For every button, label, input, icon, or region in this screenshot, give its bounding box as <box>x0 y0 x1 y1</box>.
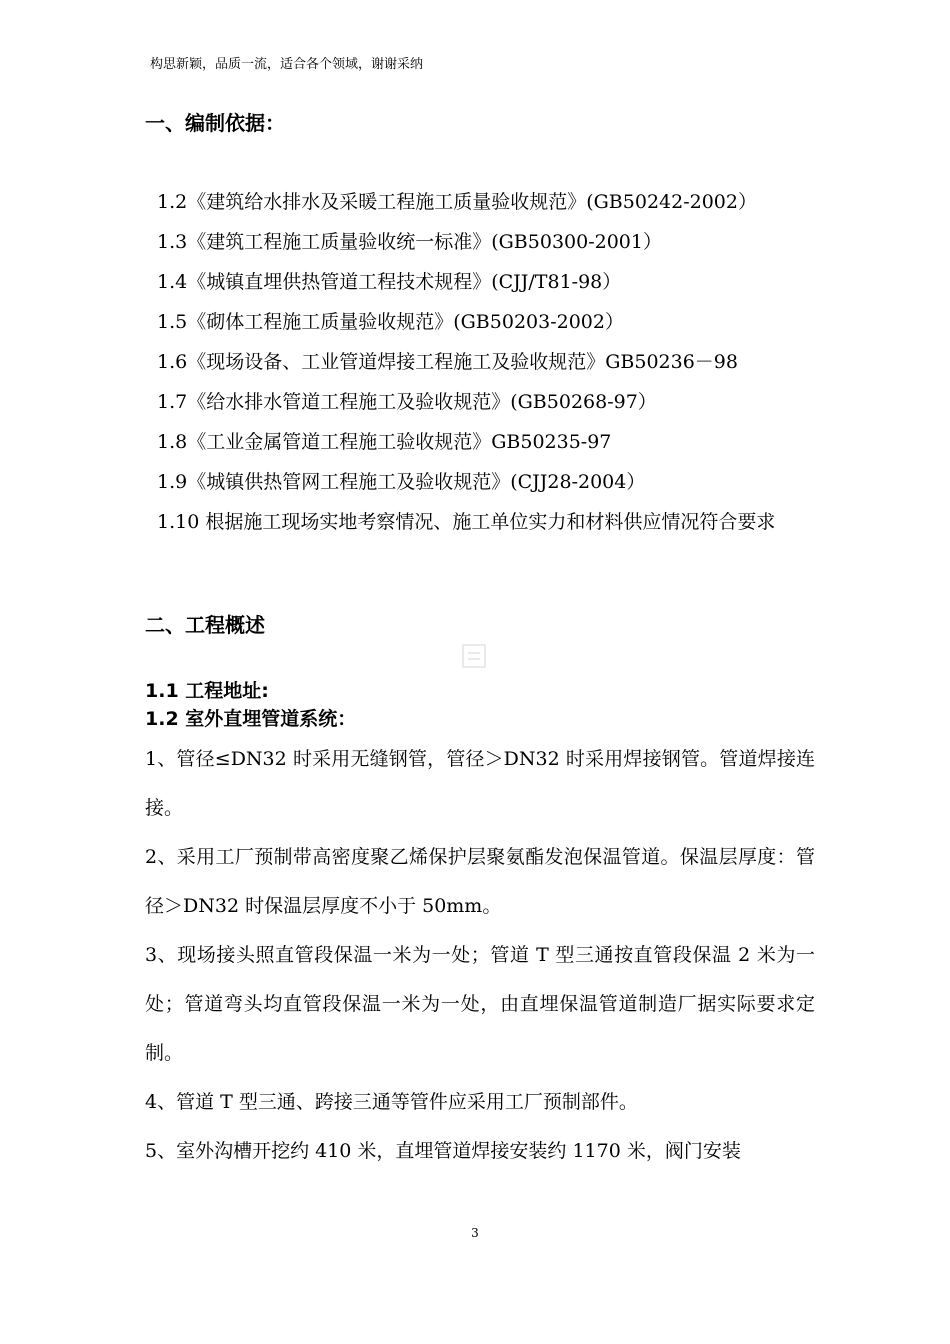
paragraph: 5、室外沟槽开挖约 410 米，直埋管道焊接安装约 1170 米，阀门安装 <box>145 1140 741 1162</box>
reference-item: 1.5《砌体工程施工质量验收规范》(GB50203-2002） <box>157 311 624 333</box>
reference-item: 1.3《建筑工程施工质量验收统一标准》(GB50300-2001） <box>157 231 662 253</box>
watermark-icon <box>460 642 488 670</box>
reference-item: 1.10 根据施工现场实地考察情况、施工单位实力和材料供应情况符合要求 <box>157 511 776 533</box>
sub-heading-piping-system: 1.2 室外直埋管道系统： <box>145 708 357 730</box>
paragraph: 1、管径≤DN32 时采用无缝钢管，管径＞DN32 时采用焊接钢管。管道焊接连接。 <box>145 748 815 819</box>
overview-paragraphs <box>145 735 815 1176</box>
paragraph: 3、现场接头照直管段保温一米为一处；管道 T 型三通按直管段保温 2 米为一处；管道弯头均直管段保温一米为一处，由直埋保温管道制造厂据实际要求定制。 <box>145 944 815 1064</box>
reference-list <box>157 182 827 542</box>
section-heading-basis: 一、编制依据： <box>145 111 285 135</box>
page-header: 构思新颖，品质一流，适合各个领域，谢谢采纳 <box>150 57 424 72</box>
sub-heading-address: 1.1 工程地址: <box>145 680 269 702</box>
page-number: 3 <box>471 1226 479 1240</box>
reference-item: 1.7《给水排水管道工程施工及验收规范》(GB50268-97） <box>157 391 657 413</box>
reference-item: 1.6《现场设备、工业管道焊接工程施工及验收规范》GB50236－98 <box>157 351 738 373</box>
reference-item: 1.8《工业金属管道工程施工验收规范》GB50235-97 <box>157 431 612 453</box>
reference-item: 1.4《城镇直埋供热管道工程技术规程》(CJJ/T81-98） <box>157 271 622 293</box>
reference-item: 1.9《城镇供热管网工程施工及验收规范》(CJJ28-2004） <box>157 471 646 493</box>
paragraph: 4、管道 T 型三通、跨接三通等管件应采用工厂预制部件。 <box>145 1091 638 1113</box>
section-heading-overview: 二、工程概述 <box>145 613 265 637</box>
paragraph: 2、采用工厂预制带高密度聚乙烯保护层聚氨酯发泡保温管道。保温层厚度：管径＞DN32 时保温层厚度不小于 50mm。 <box>145 846 815 917</box>
reference-item: 1.2《建筑给水排水及采暖工程施工质量验收规范》(GB50242-2002） <box>157 191 757 213</box>
